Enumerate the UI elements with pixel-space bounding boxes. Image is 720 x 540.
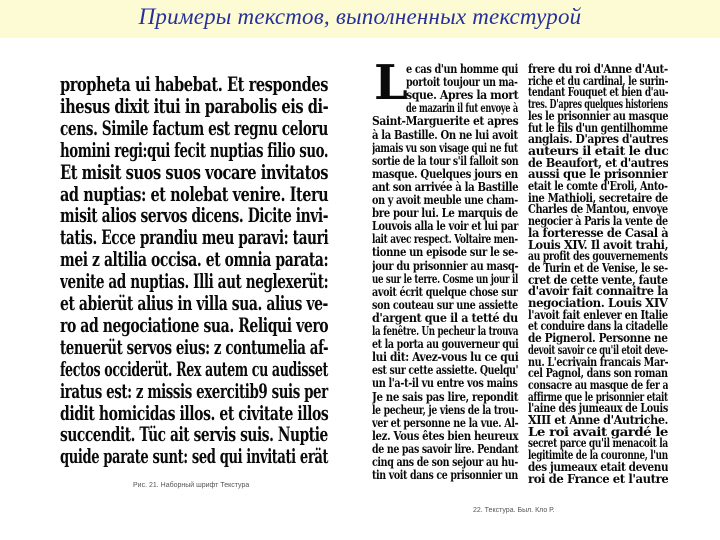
text-line: negocier à Paris la vente de — [528, 213, 668, 229]
text-line: Saint-Marguerite et apres — [372, 113, 519, 129]
text-line: cel Pagnol, dans son roman — [528, 365, 668, 381]
text-line: ihesus dixit itui in parabolis eis di- — [60, 94, 329, 118]
text-line: sortie de la tour s'il falloit son — [372, 152, 519, 168]
text-line: ro ad negociatione sua. Reliqui vero — [60, 313, 329, 337]
text-line: d'avoir fait connaitre la — [528, 283, 668, 299]
text-line: lez. Vous êtes bien heureux — [372, 427, 519, 443]
text-line: avoit écrit quelque chose sur — [372, 283, 518, 299]
text-line: tionne un episode sur le se- — [372, 244, 518, 260]
text-line: Je ne sais pas lire, repondit — [372, 388, 519, 404]
text-line: ant son arrivée à la Bastille — [372, 178, 519, 194]
text-line: on y avoit meuble une cham- — [372, 192, 518, 207]
text-line: est sur cette assiette. Quelqu' — [372, 362, 519, 378]
text-line: frere du roi d'Anne d'Aut- — [528, 61, 668, 76]
text-line: riche et du cardinal, le surin- — [528, 72, 668, 88]
text-line: Louvois alla le voir et lui par — [372, 218, 519, 234]
text-line: fut le fils d'un gentilhomme — [528, 119, 668, 135]
text-line: de ne pas savoir lire. Pendant — [372, 440, 519, 456]
text-line: anglais. D'apres d'autres — [528, 131, 668, 147]
text-line: et conduire dans la citadelle — [528, 318, 668, 334]
text-line: misit alios servos dicens. Dicite invi- — [60, 204, 329, 228]
text-line: bre pour lui. Le marquis de — [372, 205, 518, 221]
text-line: ine Mathioli, secretaire de — [528, 189, 668, 205]
text-line: le pecheur, je viens de la trou- — [372, 401, 519, 417]
text-line: l'avoit fait enlever en Italie — [528, 306, 668, 322]
text-line: et abierüt alius in villa sua. alius ve- — [60, 292, 328, 315]
left-specimen — [60, 73, 332, 473]
text-line: cens. Simile factum est regnu celoru — [60, 116, 328, 140]
text-line: d'argent que il a tetté du — [372, 309, 518, 325]
text-line: homini regi:qui fecit nuptias filio suo. — [60, 138, 329, 162]
text-line: ad nuptias: et nolebat venire. Iteru — [60, 182, 329, 206]
dropcap-letter: L — [374, 57, 408, 111]
text-line: secret parce qu'il menacoit la — [528, 435, 668, 451]
text-line: de Pignerol. Personne ne — [528, 330, 668, 346]
text-line: tendant Fouquet et bien d'au- — [528, 84, 668, 100]
text-line: Charles de Mantou, envoye — [528, 201, 668, 217]
text-line: legitimite de la couronne, l'un — [528, 447, 668, 463]
text-line: Et misit suos suos vocare invitatos — [60, 160, 329, 184]
right-caption: 22. Текстура. Был. Кло Р. — [473, 507, 555, 514]
text-line: portoit toujour un ma- — [406, 74, 518, 90]
text-line: Le roi avait gardé le — [528, 423, 668, 439]
text-line: devoit savoir ce qu'il etoit deve- — [528, 341, 668, 357]
text-line: didit homicidas illos. et civitate illos — [60, 401, 329, 425]
text-line: etait le comte d'Eroli, Anto- — [528, 178, 668, 193]
text-line: lui dit: Avez-vous lu ce qui — [372, 349, 519, 365]
text-line: fectos occiderüt. Rex autem cu audisset — [60, 357, 329, 381]
text-line: la fenêtre. Un pecheur la trouva — [372, 323, 519, 338]
left-caption: Рис. 21. Наборный шрифт Текстура — [133, 482, 250, 489]
text-line: sque. Apres la mort — [406, 87, 519, 103]
text-line: masque. Quelques jours en — [372, 165, 518, 181]
text-line: mei z altilia occisa. et omnia parata: — [60, 248, 329, 272]
text-line: nu. L'ecrivain francais Mar- — [528, 353, 668, 369]
text-line: e cas d'un homme qui — [406, 61, 518, 76]
text-line: ue sur le terre. Cosme un jour il — [372, 270, 519, 286]
title-bar — [0, 0, 720, 38]
text-line: à la Bastille. On ne lui avoit — [372, 126, 518, 142]
text-line: cinq ans de son sejour au hu- — [372, 454, 518, 469]
text-line: et la porta au gouverneur qui — [372, 336, 519, 352]
text-line: lait avec respect. Voltaire men- — [372, 231, 518, 247]
text-line: XIII et Anne d'Autriche. — [528, 412, 668, 427]
text-line: des jumeaux etait devenu — [528, 458, 668, 474]
text-line: roi de France et l'autre — [528, 470, 668, 483]
text-line: l'aine des jumeaux de Louis — [528, 400, 668, 416]
text-line: au profit des gouvernements — [528, 248, 668, 264]
text-line: de Turin et de Venise, le se- — [528, 259, 668, 275]
text-line: negociation. Louis XIV — [528, 295, 668, 310]
text-line: iratus est: z missis exercitib9 suis per — [60, 379, 328, 403]
text-line: propheta ui habebat. Et respondes — [60, 73, 329, 96]
text-line: tin voit dans ce prisonnier un — [372, 467, 518, 483]
text-line: les le prisonnier au masque — [528, 107, 668, 123]
text-line: aussi que le prisonnier — [528, 166, 668, 182]
text-line: tenuerüt servos eius: z contumelia af- — [60, 335, 329, 359]
text-line: jamais vu son visage qui ne fut — [372, 139, 518, 155]
text-line: succendit. Tüc ait servis suis. Nuptie — [60, 423, 328, 447]
text-line: tatis. Ecce prandiu meu paravi: tauri — [60, 226, 329, 250]
text-line: tres. D'apres quelques historiens — [528, 96, 668, 112]
text-line: de mazarin il fut envoye à — [406, 100, 518, 116]
text-line: consacre au masque de fer a — [528, 376, 668, 392]
text-line: cret de cette vente, faute — [528, 271, 668, 287]
right-specimen — [372, 57, 668, 483]
page-title: Примеры текстов, выполненных текстурой — [138, 4, 582, 29]
text-line: son couteau sur une assiette — [372, 296, 518, 312]
text-line: la forteresse de Casal à — [528, 224, 668, 240]
text-line: jour du prisonnier au masq- — [372, 257, 519, 273]
text-line: auteurs il etait le duc — [528, 142, 668, 158]
text-line: venite ad nuptias. Illi aut neglexerüt: — [60, 270, 329, 294]
text-line: affirme que le prisonnier etait — [528, 388, 668, 404]
text-line: ver et personne ne la vue. Al- — [372, 414, 519, 430]
text-line: de Beaufort, et d'autres — [528, 154, 668, 170]
text-line: quide parate sunt: sed qui invitati erät — [60, 445, 329, 469]
text-line: Louis XIV. Il avoit trahi, — [528, 236, 668, 252]
text-line: un l'a-t-il vu entre vos mains — [372, 375, 518, 391]
